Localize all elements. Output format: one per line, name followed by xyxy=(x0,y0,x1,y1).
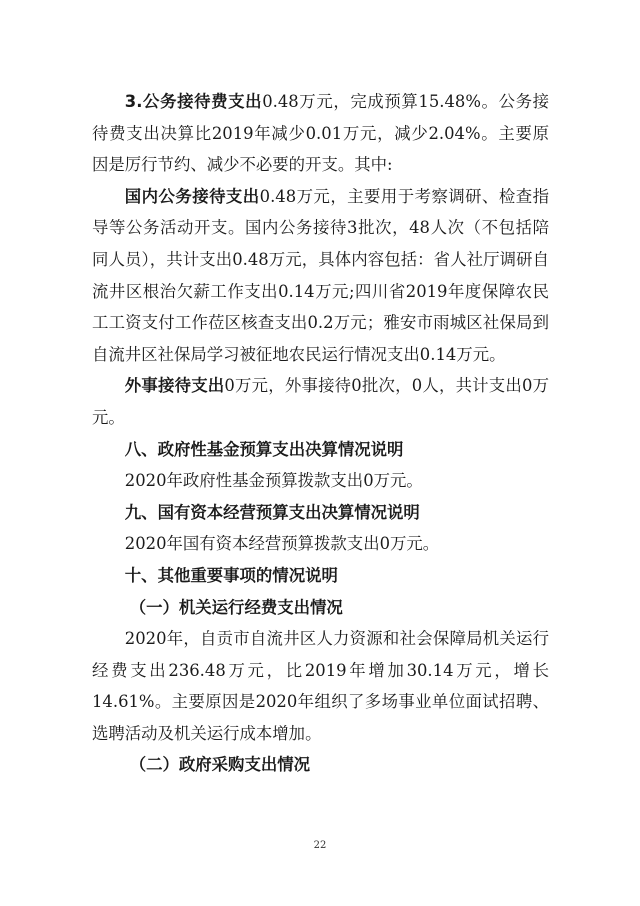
label-reception-expense: 3.公务接待费支出 xyxy=(124,92,263,111)
paragraph-section-8: 2020年政府性基金预算拨款支出0万元。 xyxy=(124,471,423,491)
heading-section-9: 九、国有资本经营预算支出决算情况说明 xyxy=(124,502,420,522)
page-number: 22 xyxy=(313,840,327,851)
paragraph-domestic-reception xyxy=(92,181,549,371)
document-body xyxy=(92,86,549,781)
heading-section-10-2: （二）政府采购支出情况 xyxy=(129,755,311,775)
label-foreign-reception: 外事接待支出 xyxy=(124,376,225,396)
paragraph-reception-expense xyxy=(92,86,549,181)
heading-section-8: 八、政府性基金预算支出决算情况说明 xyxy=(124,439,404,459)
paragraph-foreign-reception xyxy=(92,370,549,433)
paragraph-section-10-1: 2020年，自贡市自流井区人力资源和社会保障局机关运行经费支出236.48万元，比2019年增加30.14万元，增长14.61%。主要原因是2020年组织了多场事业单位面试招聘、选聘活动及机关运行成本增加。 xyxy=(92,629,549,743)
heading-section-10: 十、其他重要事项的情况说明 xyxy=(124,565,338,585)
label-domestic-reception: 国内公务接待支出 xyxy=(124,186,260,206)
text-domestic-reception: 0.48万元，主要用于考察调研、检查指导等公务活动开支。国内公务接待3批次，48人次（不包括陪同人员），共计支出0.48万元，具体内容包括：省人社厅调研自流井区根治欠薪工作支出0.14万元;四川省2019年度保障农民工工资支付工作莅区核查支出0.2万元；雅安市雨城区社保局到自流井区社保局学习被征地农民运行情况支出0.14万元。 xyxy=(92,186,550,364)
paragraph-section-9: 2020年国有资本经营预算拨款支出0万元。 xyxy=(124,534,440,554)
text-foreign-reception: 0万元，外事接待0批次，0人，共计支出0万元。 xyxy=(92,376,550,427)
heading-section-10-1: （一）机关运行经费支出情况 xyxy=(129,597,343,617)
text-reception-expense: 0.48万元，完成预算15.48%。公务接待费支出决算比2019年减少0.01万元，减少2.04%。主要原因是厉行节约、减少不必要的开支。其中: xyxy=(92,92,549,175)
